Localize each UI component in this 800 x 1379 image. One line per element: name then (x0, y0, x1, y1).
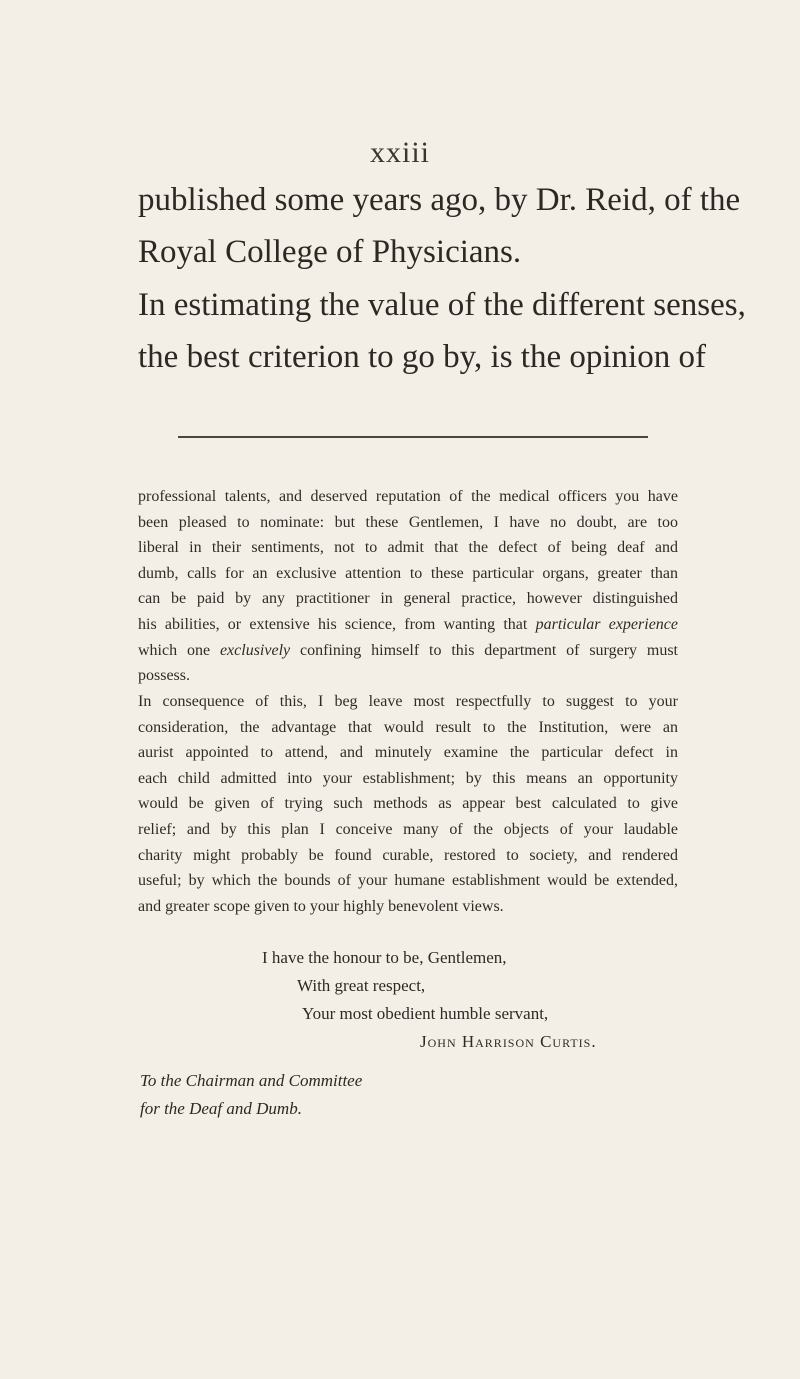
signature-block (138, 944, 678, 1056)
second-paragraph-line-1: In estimating the value of the different senses, (138, 287, 746, 323)
letter-paragraph-2-line-3: aurist appointed to attend, and minutely examine the particular defect in (138, 744, 678, 762)
letter-paragraph-1-line-2: been pleased to nominate: but these Gentlemen, I have no doubt, are too (138, 513, 678, 531)
letter-paragraph-1-line-7-text: which one (138, 641, 220, 659)
letter-paragraph-2-line-6: relief; and by this plan I conceive many of the objects of your laudable (138, 820, 678, 838)
letter-paragraph-1-line-3: liberal in their sentiments, not to admit that the defect of being deaf and (138, 539, 678, 557)
signature-line-3: Your most obedient humble servant, (302, 1004, 549, 1023)
address-line-2: for the Deaf and Dumb. (140, 1099, 302, 1118)
letter-paragraph-2-line-5: would be given of trying such methods as appear best calculated to give (138, 795, 678, 813)
letter-paragraph-1-line-6-text: his abilities, or extensive his science, from wanting that (138, 615, 536, 633)
letter-paragraph-1-line-7 (138, 638, 678, 664)
address-block (140, 1067, 540, 1123)
second-paragraph-line-2: the best criterion to go by, is the opinion of (138, 339, 706, 375)
top-paragraph (138, 174, 741, 278)
letter-paragraph-2-line-7: charity might probably be found curable, restored to society, and rendered (138, 846, 678, 864)
letter-paragraph-1 (138, 484, 678, 689)
signature-name: John Harrison Curtis. (420, 1032, 597, 1051)
letter-paragraph-2-line-8: useful; by which the bounds of your humane establishment would be extended, (138, 872, 678, 890)
address-line-1: To the Chairman and Committee (140, 1071, 363, 1090)
horizontal-rule (178, 436, 648, 438)
letter-paragraph-1-line-8: possess. (138, 667, 191, 685)
letter-paragraph-1-line-7-rest: confining himself to this department of surgery must (290, 641, 679, 659)
letter-paragraph-2-line-9: and greater scope given to your highly benevolent views. (138, 897, 504, 915)
letter-paragraph-1-line-1: professional talents, and deserved reputation of the medical officers you have (138, 488, 678, 505)
letter-paragraph-2-line-4: each child admitted into your establishment; by this means an opportunity (138, 769, 678, 787)
signature-line-1: I have the honour to be, Gentlemen, (262, 948, 507, 967)
italic-particular-experience: particular experience (535, 615, 679, 633)
letter-paragraph-2-line-2: consideration, the advantage that would result to the Institution, were an (138, 718, 678, 736)
letter-paragraph-1-line-4: dumb, calls for an exclusive attention to these particular organs, greater than (138, 564, 678, 582)
letter-paragraph-1-line-6 (138, 612, 678, 638)
top-paragraph-line-1: published some years ago, by Dr. Reid, of the (138, 182, 741, 218)
second-paragraph (138, 279, 746, 383)
top-paragraph-line-2: Royal College of Physicians. (138, 234, 522, 270)
letter-paragraph-2 (138, 689, 678, 919)
page-number: xxiii (369, 136, 430, 169)
italic-exclusively: exclusively (219, 641, 291, 659)
signature-line-2: With great respect, (297, 976, 426, 995)
letter-paragraph-1-line-5: can be paid by any practitioner in general practice, however distinguished (138, 590, 678, 608)
letter-paragraph-2-line-1: In consequence of this, I beg leave most respectfully to suggest to your (138, 693, 678, 710)
